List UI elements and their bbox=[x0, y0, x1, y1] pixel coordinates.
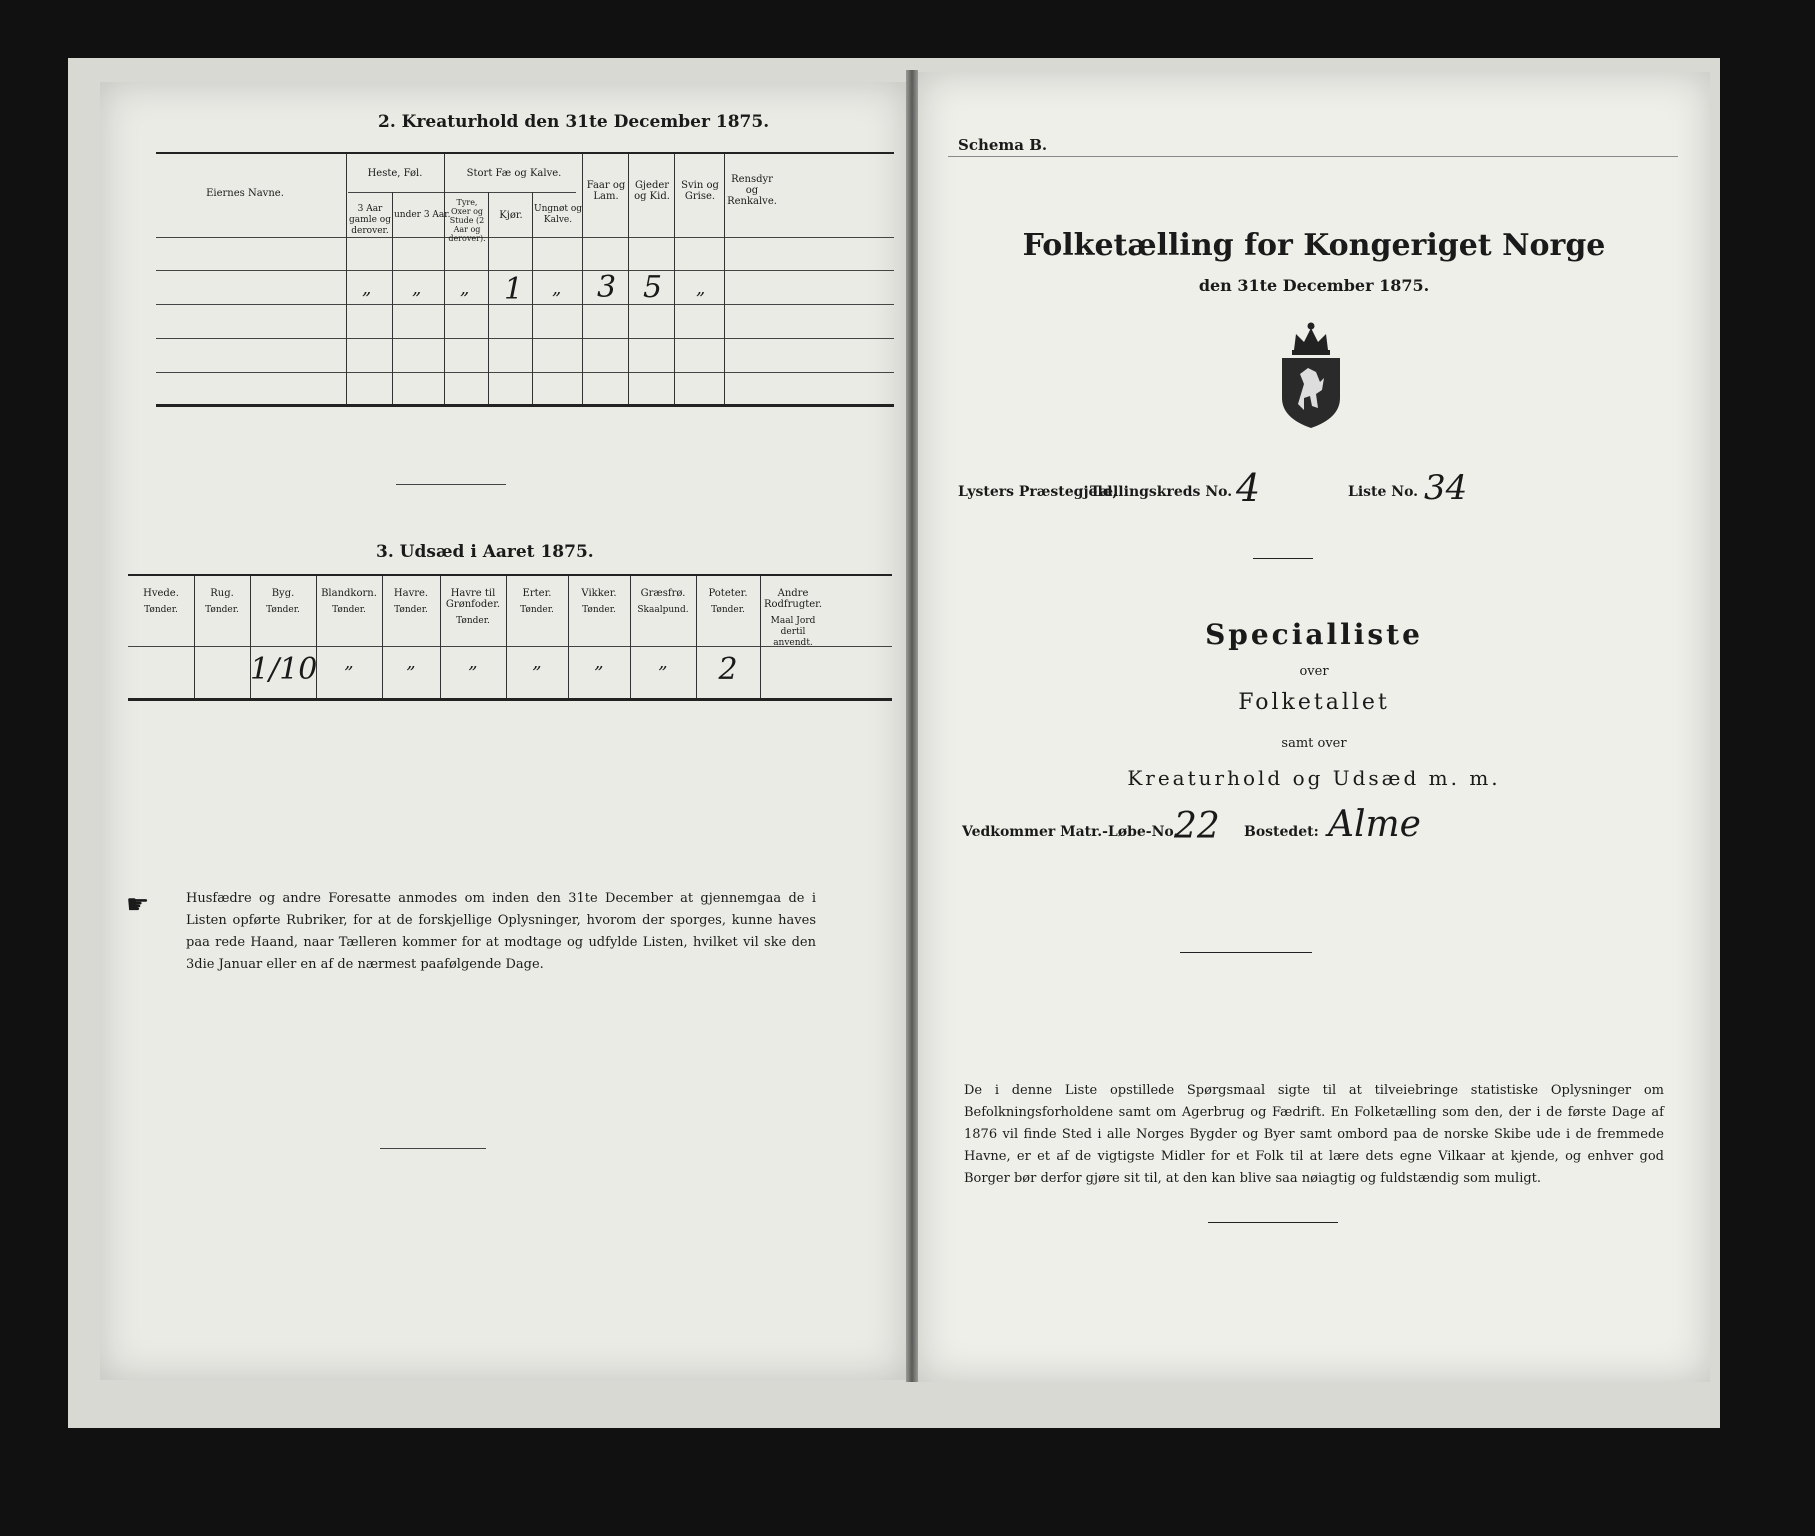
val-faar: 3 bbox=[597, 270, 617, 305]
table3-bottom-rule bbox=[128, 698, 892, 701]
table3-header-cell bbox=[250, 588, 316, 616]
table2-col-rule bbox=[444, 154, 445, 404]
purpose-paragraph: De i denne Liste opstillede Spørgsmaal sigte til at tilveiebringe statistiske Oplysninger om Befolkningsforholdene samt om Agerbrug og Fædrift. En Folketælling som den, der i de første Dage af 1876 vil finde Sted i alle Norges Bygder og Byer samt ombord paa de norske Skibe ude i de fremmede Havne, er et af de vigtigste Midler for et Folk til at lære dets egne Vilkaar at kjende, og enhver god Borger bør derfor gjøre sit til, at den kan blive saa nøiagtig og fuldstændig som muligt. bbox=[964, 1083, 1664, 1186]
table3-col-rule bbox=[316, 576, 317, 698]
col-faar: Faar og Lam. bbox=[586, 180, 626, 202]
table3-col-rule bbox=[440, 576, 441, 698]
table3-value: „ bbox=[468, 652, 478, 673]
col-eiernes-navne: Eiernes Navne. bbox=[206, 188, 284, 199]
table3-col-rule bbox=[194, 576, 195, 698]
title-date: den 31te December 1875. bbox=[1198, 276, 1430, 295]
val-gjeder: 5 bbox=[643, 270, 663, 305]
table3-value: 2 bbox=[718, 652, 738, 687]
table3-value: 1/10 bbox=[250, 652, 318, 687]
samt-over-text: samt over bbox=[1281, 736, 1347, 751]
table3-col-rule bbox=[760, 576, 761, 698]
table3-col-rule bbox=[250, 576, 251, 698]
liste-value: 34 bbox=[1424, 468, 1468, 508]
table2-col-rule bbox=[724, 154, 725, 404]
col-kjor: Kjør. bbox=[499, 210, 523, 221]
table3-value: „ bbox=[658, 652, 668, 673]
separator-rule bbox=[1180, 952, 1312, 953]
table3-value: „ bbox=[406, 652, 416, 673]
table3-header-name: Havre. bbox=[393, 588, 429, 599]
val-tyre: „ bbox=[460, 278, 470, 299]
matr-label: Vedkommer Matr.-Løbe-No. bbox=[962, 824, 1179, 840]
table3-header-name: Havre til Grønfoder. bbox=[445, 588, 501, 610]
faint-header-rule bbox=[948, 156, 1678, 157]
table3-col-rule bbox=[506, 576, 507, 698]
separator-rule bbox=[380, 1148, 486, 1149]
col-svin: Svin og Grise. bbox=[681, 180, 719, 202]
table2-row-rule bbox=[156, 338, 894, 339]
table3-col-rule bbox=[568, 576, 569, 698]
table3-header-unit: Tønder. bbox=[144, 605, 178, 615]
folketallet-text: Folketallet bbox=[1238, 690, 1390, 715]
table2-col-rule bbox=[488, 192, 489, 404]
table2-subheader-rule bbox=[348, 192, 576, 193]
table3-header-cell bbox=[382, 588, 440, 616]
col-gjeder: Gjeder og Kid. bbox=[634, 180, 670, 202]
table3-header-unit: Skaalpund. bbox=[637, 605, 689, 615]
val-heste-under-3aar: „ bbox=[412, 278, 422, 299]
book-gutter bbox=[906, 70, 918, 1382]
table3-header-unit: Tønder. bbox=[266, 605, 300, 615]
table3-header-cell bbox=[128, 588, 194, 616]
bosted-label: Bostedet: bbox=[1244, 824, 1319, 840]
table2-col-rule bbox=[628, 154, 629, 404]
table3-header-name: Byg. bbox=[271, 588, 295, 599]
separator-rule bbox=[1208, 1222, 1338, 1223]
table2-top-rule bbox=[156, 152, 894, 154]
matr-value: 22 bbox=[1174, 806, 1220, 847]
table3-header-cell bbox=[696, 588, 760, 616]
val-heste-3aar: „ bbox=[362, 278, 372, 299]
schema-label: Schema B. bbox=[958, 136, 1048, 154]
col-rensdyr: Rensdyr og Renkalve. bbox=[727, 174, 777, 207]
table2-col-rule bbox=[582, 154, 583, 404]
table2-col-rule bbox=[532, 192, 533, 404]
table3-value: „ bbox=[344, 652, 354, 673]
kreds-value: 4 bbox=[1236, 466, 1261, 510]
table2-row-rule bbox=[156, 270, 894, 271]
col-tyre-oxer: Tyre, Oxer og Stude (2 Aar og derover). bbox=[448, 198, 486, 243]
norway-coat-of-arms-icon bbox=[1274, 320, 1348, 430]
table3-header-name: Poteter. bbox=[708, 588, 748, 599]
table3-header-cell bbox=[440, 588, 506, 627]
col-heste-3aar: 3 Aar gamle og derover. bbox=[349, 204, 391, 236]
table3-header-cell bbox=[760, 588, 826, 649]
table2-col-rule bbox=[346, 154, 347, 404]
table3-top-rule bbox=[128, 574, 892, 576]
table3-header-name: Hvede. bbox=[143, 588, 179, 599]
table2-col-rule bbox=[392, 192, 393, 404]
section3-title: 3. Udsæd i Aaret 1875. bbox=[376, 542, 594, 562]
val-kjor: 1 bbox=[504, 272, 524, 307]
table3-value: „ bbox=[532, 652, 542, 673]
table3-header-unit: Tønder. bbox=[394, 605, 428, 615]
over-text: over bbox=[1299, 664, 1329, 679]
table3-header-unit: Tønder. bbox=[520, 605, 554, 615]
table3-values bbox=[128, 648, 892, 698]
table3-header-unit: Tønder. bbox=[711, 605, 745, 615]
separator-rule bbox=[396, 484, 506, 485]
table2-header-rule bbox=[156, 237, 894, 238]
kreaturhold-text: Kreaturhold og Udsæd m. m. bbox=[1127, 766, 1501, 790]
table3-col-rule bbox=[630, 576, 631, 698]
table3-header-name: Erter. bbox=[522, 588, 552, 599]
table3-header-name: Græsfrø. bbox=[640, 588, 686, 599]
col-heste-under-3aar: under 3 Aar. bbox=[394, 210, 451, 220]
left-page bbox=[100, 82, 906, 1380]
table3-header-unit: Tønder. bbox=[332, 605, 366, 615]
table3-header-name: Andre Rodfrugter. bbox=[763, 588, 823, 610]
kreds-label: Tællingskreds No. bbox=[1090, 484, 1233, 500]
main-title: Folketælling for Kongeriget Norge bbox=[1022, 228, 1606, 263]
table3-header-name: Vikker. bbox=[581, 588, 617, 599]
table3-header-unit: Tønder. bbox=[456, 616, 490, 626]
right-page bbox=[918, 72, 1710, 1382]
instructions-notice: Husfædre og andre Foresatte anmodes om inden den 31te December at gjennemgaa de i Listen opførte Rubriker, for at de forskjellige Oplysninger, hvorom der sporges, kunne haves paa rede Haand, naar Tælleren kommer for at modtage og udfylde Listen, hvilket vil ske den 3die Januar eller en af de nærmest paafølgende Dage. bbox=[186, 891, 816, 972]
table3-col-rule bbox=[696, 576, 697, 698]
table3-header-cell bbox=[630, 588, 696, 616]
table3-header-unit: Maal Jord dertil anvendt. bbox=[770, 616, 816, 648]
table2-row-rule bbox=[156, 304, 894, 305]
col-ungnot: Ungnøt og Kalve. bbox=[534, 204, 583, 225]
liste-label: Liste No. bbox=[1348, 484, 1419, 500]
col-heste-fol: Heste, Føl. bbox=[367, 168, 423, 179]
pointing-hand-icon: ☛ bbox=[126, 890, 150, 920]
table3-header-unit: Tønder. bbox=[582, 605, 616, 615]
table3-headers bbox=[128, 588, 892, 648]
table2-bottom-rule bbox=[156, 404, 894, 407]
val-ungnot: „ bbox=[552, 278, 562, 299]
prestegjeld-label: Lysters Præstegjeld, bbox=[958, 484, 1118, 500]
section2-title: 2. Kreaturhold den 31te December 1875. bbox=[378, 112, 770, 132]
table3-header-cell bbox=[316, 588, 382, 616]
table3-header-name: Blandkorn. bbox=[321, 588, 377, 599]
separator-rule bbox=[1253, 558, 1313, 559]
table3-header-cell bbox=[506, 588, 568, 616]
col-stort-fae: Stort Fæ og Kalve. bbox=[466, 168, 562, 179]
table3-header-cell bbox=[568, 588, 630, 616]
val-svin: „ bbox=[696, 278, 706, 299]
table3-header-cell bbox=[194, 588, 250, 616]
bosted-value: Alme bbox=[1328, 804, 1421, 845]
table3-header-unit: Tønder. bbox=[205, 605, 239, 615]
specialliste-title: Specialliste bbox=[1205, 618, 1423, 651]
table2-col-rule bbox=[674, 154, 675, 404]
table2-row-rule bbox=[156, 372, 894, 373]
table3-header-name: Rug. bbox=[210, 588, 234, 599]
table3-col-rule bbox=[382, 576, 383, 698]
table3-value: „ bbox=[594, 652, 604, 673]
